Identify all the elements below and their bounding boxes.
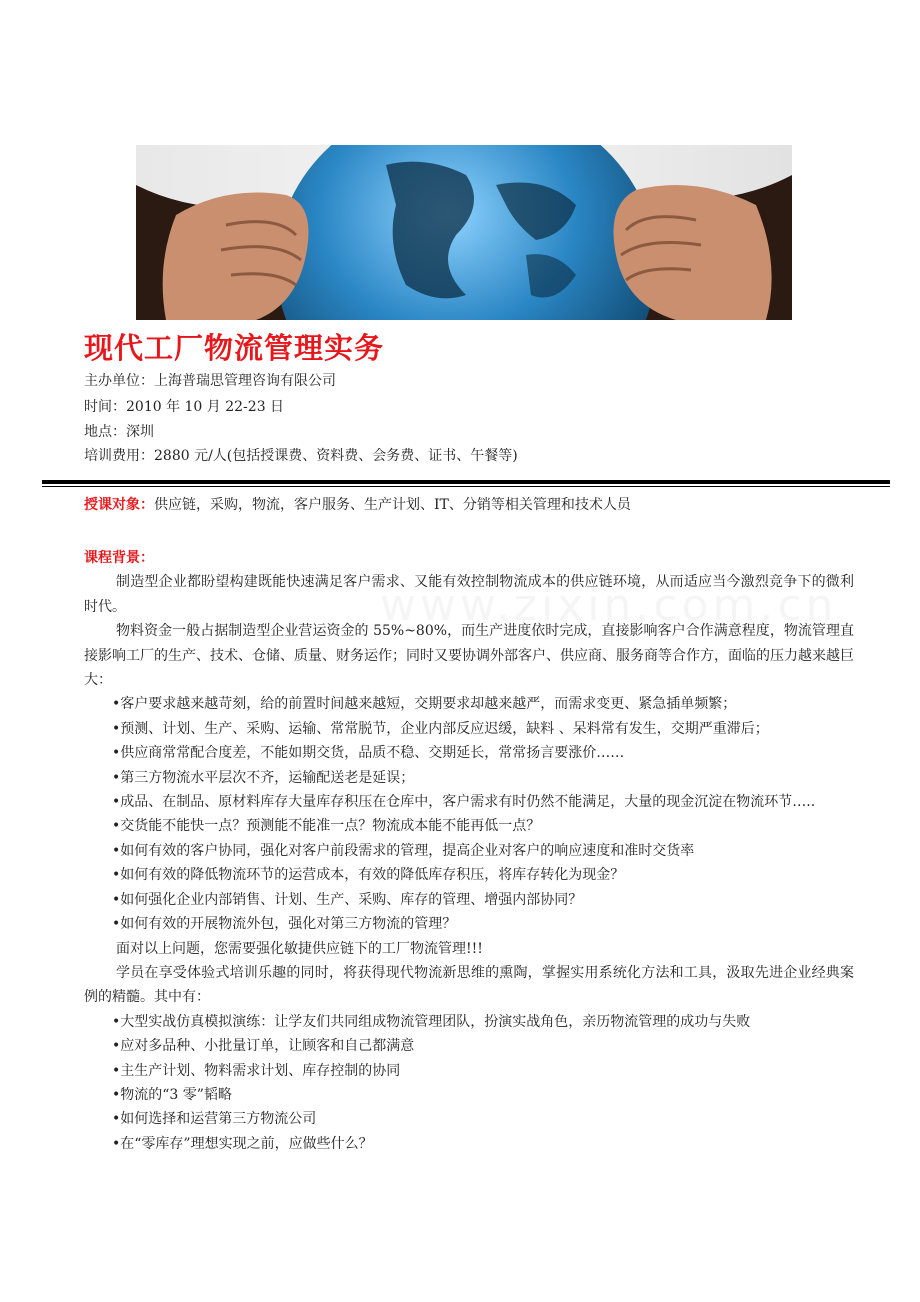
question-item: •交货能不能快一点？预测能不能准一点？物流成本能不能再低一点？ bbox=[112, 818, 541, 835]
question-item: •如何强化企业内部销售、计划、生产、采购、库存的管理、增强内部协同？ bbox=[112, 891, 583, 908]
pressure-item: •供应商常常配合度差，不能如期交货，品质不稳、交期延长，常常扬言要涨价…… bbox=[112, 745, 625, 762]
background-paragraph-1: 制造型企业都盼望构建既能快速满足客户需求、又能有效控制物流成本的供应链环境，从而适应当今激烈竞争下的微利时代。 bbox=[84, 574, 854, 615]
highlight-item: •主生产计划、物料需求计划、库存控制的协同 bbox=[112, 1062, 401, 1079]
pressure-item: •第三方物流水平层次不齐，运输配送老是延误； bbox=[112, 769, 415, 786]
background-paragraph-3: 面对以上问题，您需要强化敏捷供应链下的工厂物流管理!!! bbox=[116, 940, 483, 957]
course-background bbox=[84, 546, 854, 1156]
divider-thick bbox=[42, 480, 890, 484]
audience-label: 授课对象： bbox=[84, 497, 154, 513]
highlight-item: •应对多品种、小批量订单，让顾客和自己都满意 bbox=[112, 1038, 415, 1055]
organizer-line: 主办单位：上海普瑞思管理咨询有限公司 bbox=[84, 373, 336, 389]
fee-line: 培训费用：2880 元/人(包括授课费、资料费、会务费、证书、午餐等) bbox=[84, 448, 518, 464]
time-line: 时间：2010 年 10 月 22-23 日 bbox=[84, 399, 285, 415]
pressure-item: •成品、在制品、原材料库存大量库存积压在仓库中，客户需求有时仍然不能满足，大量的现金沉淀在物流环节….. bbox=[112, 794, 816, 811]
pressure-item: •客户要求越来越苛刻，给的前置时间越来越短，交期要求却越来越严，而需求变更、紧急插单频繁； bbox=[112, 696, 737, 713]
highlight-item: •在“零库存”理想实现之前，应做些什么？ bbox=[112, 1135, 373, 1152]
location-line: 地点：深圳 bbox=[84, 424, 154, 440]
background-paragraph-4: 学员在享受体验式培训乐趣的同时，将获得现代物流新思维的熏陶，掌握实用系统化方法和工具，汲取先进企业经典案例的精髓。其中有： bbox=[84, 964, 854, 1006]
question-item: •如何有效的客户协同，强化对客户前段需求的管理，提高企业对客户的响应速度和准时交货率 bbox=[112, 842, 695, 859]
pressure-item: •预测、计划、生产、采购、运输、常常脱节，企业内部反应迟缓，缺料 、呆料常有发生，交期严重滞后； bbox=[112, 720, 769, 737]
course-title: 现代工厂物流管理实务 bbox=[84, 331, 385, 365]
background-heading: 课程背景： bbox=[84, 550, 154, 566]
highlight-item: •如何选择和运营第三方物流公司 bbox=[112, 1111, 317, 1128]
highlight-item: •大型实战仿真模拟演练：让学友们共同组成物流管理团队，扮演实战角色，亲历物流管理的成功与失败 bbox=[112, 1013, 751, 1030]
audience-line bbox=[84, 496, 631, 514]
question-item: •如何有效的降低物流环节的运营成本，有效的降低库存积压，将库存转化为现金？ bbox=[112, 867, 625, 884]
globe-hands-illustration bbox=[136, 145, 792, 320]
banner-image bbox=[136, 145, 792, 320]
question-item: •如何有效的开展物流外包，强化对第三方物流的管理？ bbox=[112, 916, 457, 933]
background-paragraph-2: 物料资金一般占据制造型企业营运资金的 55%~80%，而生产进度依时完成，直接影响客户合作满意程度，物流管理直接影响工厂的生产、技术、仓储、质量、财务运作；同时又要协调外部客户、供应商、服务商等合作方，面临的压力越来越巨大： bbox=[84, 623, 854, 689]
divider-thin bbox=[42, 486, 890, 487]
highlight-item: •物流的“3 零”韬略 bbox=[112, 1086, 232, 1103]
audience-text: 供应链，采购，物流，客户服务、生产计划、IT、分销等相关管理和技术人员 bbox=[154, 497, 631, 513]
